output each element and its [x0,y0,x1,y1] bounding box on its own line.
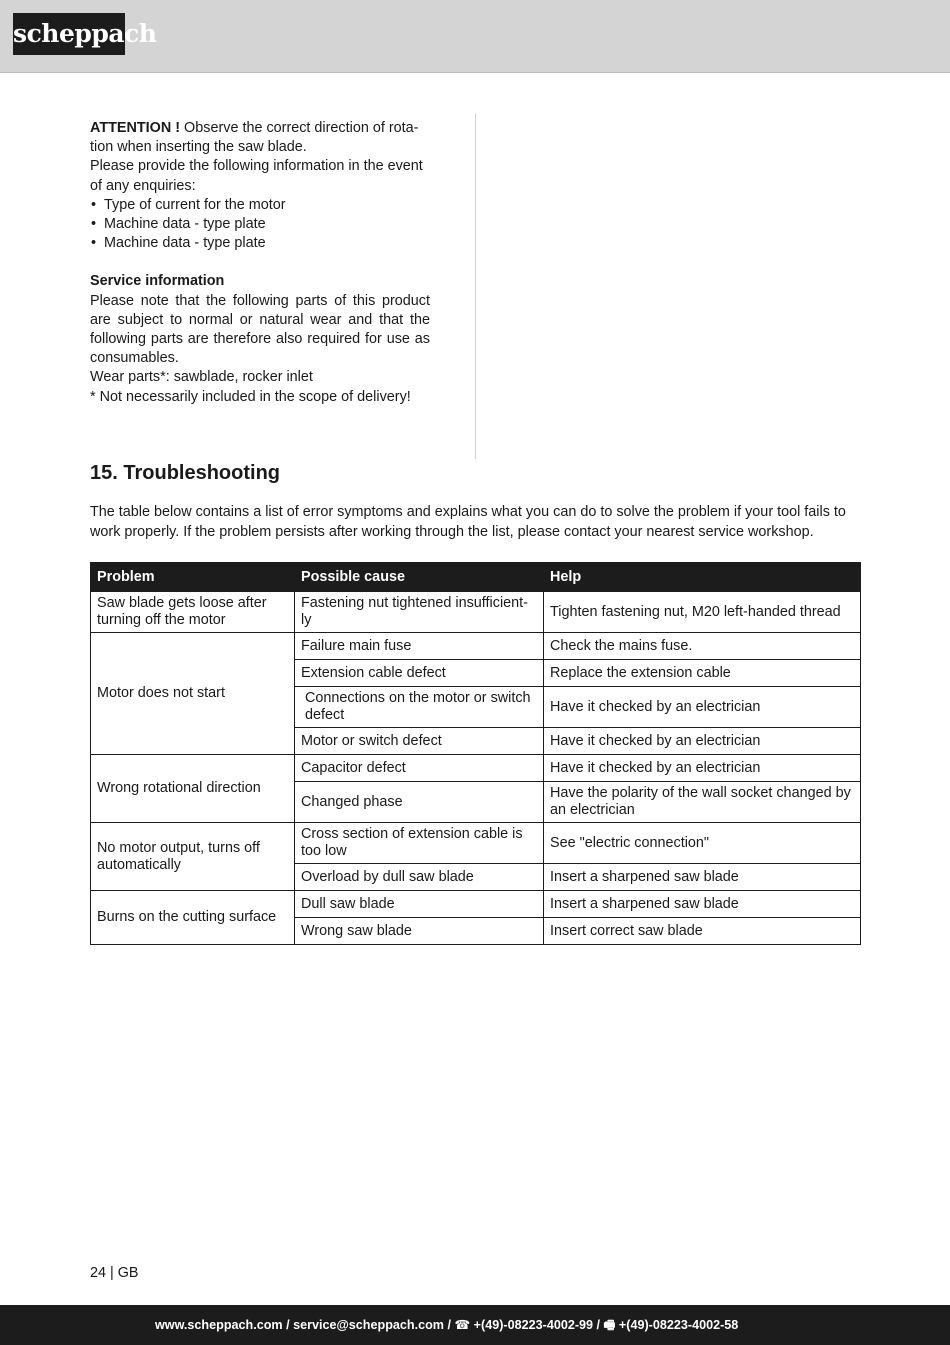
table-row [91,592,861,633]
cause-cell: Connections on the motor or switch defect [295,687,544,728]
help-cell: Replace the extension cable [544,660,861,687]
troubleshooting-table [90,562,861,945]
column-header-problem: Problem [91,563,295,592]
problem-cell: Motor does not start [91,633,295,755]
table-row [91,823,861,864]
help-cell: See "electric connection" [544,823,861,864]
enquiry-text: Please provide the following information in the event of any enquiries: [90,158,423,194]
cause-cell: Capacitor defect [295,755,544,782]
problem-cell: No motor output, turns off automatically [91,823,295,891]
help-cell: Check the mains fuse. [544,633,861,660]
cause-cell: Wrong saw blade [295,918,544,945]
cause-cell: Failure main fuse [295,633,544,660]
help-cell: Tighten fastening nut, M20 left-handed thread [544,592,861,633]
section-intro: The table below contains a list of error symptoms and explains what you can do to solve the problem if your tool fails to work properly. If the problem persists after working through the list, please contact your nearest service workshop. [90,504,846,540]
wear-parts: Wear parts*: sawblade, rocker inlet [90,369,313,386]
service-text: Please note that the following parts of this product are subject to normal or natural wear and that the following parts are therefore also required for use as consumables. [90,292,430,367]
cause-cell: Changed phase [295,782,544,823]
footer-bar [0,1305,950,1345]
header-bar [0,0,950,73]
section-title: 15. Troubleshooting [90,462,281,484]
table-row [91,891,861,918]
help-cell: Have it checked by an electrician [544,728,861,755]
footnote: * Not necessarily included in the scope of delivery! [90,388,411,405]
cause-cell: Motor or switch defect [295,728,544,755]
attention-label: ATTENTION ! [90,120,181,136]
help-cell: Have the polarity of the wall socket changed by an electrician [544,782,861,823]
attention-paragraph [90,119,430,157]
column-header-cause: Possible cause [295,563,544,592]
problem-cell: Wrong rotational direction [91,755,295,823]
enquiry-list [90,196,430,254]
cause-cell: Fastening nut tightened insufficient-ly [295,592,544,633]
footer-contact: www.scheppach.com / service@scheppach.com / ☎ +(49)-08223-4002-99 / 🖷 +(49)-08223-4002-58 [155,1318,739,1332]
list-item: • Machine data - type plate [90,234,430,253]
cause-cell: Dull saw blade [295,891,544,918]
help-cell: Insert a sharpened saw blade [544,864,861,891]
help-cell: Have it checked by an electrician [544,755,861,782]
help-cell: Insert a sharpened saw blade [544,891,861,918]
help-cell: Have it checked by an electrician [544,687,861,728]
left-column [90,119,430,407]
column-header-help: Help [544,563,861,592]
column-divider [475,114,476,459]
list-item: • Type of current for the motor [90,196,430,215]
cause-cell: Extension cable defect [295,660,544,687]
cause-cell: Overload by dull saw blade [295,864,544,891]
problem-cell: Burns on the cutting surface [91,891,295,945]
cause-cell: Cross section of extension cable is too low [295,823,544,864]
list-item: • Machine data - type plate [90,215,430,234]
table-row [91,755,861,782]
service-heading: Service information [90,273,225,290]
page-number: 24 | GB [90,1265,139,1281]
problem-cell: Saw blade gets loose after turning off the motor [91,592,295,633]
attention-text: Observe the correct direction of rota-tion when inserting the saw blade. [90,120,419,156]
brand-logo: scheppach [13,13,125,55]
table-row [91,633,861,660]
help-cell: Insert correct saw blade [544,918,861,945]
table-header-row [91,563,861,592]
